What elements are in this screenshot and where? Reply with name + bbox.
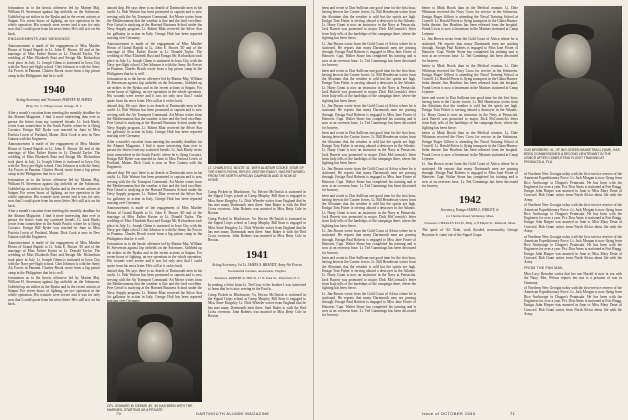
article-text: better to Mink Brook than in the Medical reunion. Lt. Dale Whitman received the Navy Cross for service in the Solomons. Ensign Roger Gilbert is attending the Naval Training School at Cornell. Lt. Harold Peters is flying transports in the China-Burma-India theatre. Jim Hawkins has been released from the hospital. Frank Lewis is now a lieutenant in the Marines stationed at Camp Lejeune. bbox=[422, 131, 518, 161]
article-text: been and wrote to Don Sullivan one good time for the first hour, having been in the Carrier forces. Lt. Bill Henderson writes from the Aleutians that the weather is cold but the spirits are high. Ensign Tom Fisher is serving aboard a destroyer in the Atlantic. Lt. Harry Grant is now an instructor in the Navy at Pensacola. Jack Barrett was promoted to major. Dick McCormick's letter from Italy tells of the hardships of the campaign there, where the fighting has been fierce. bbox=[322, 68, 416, 103]
right-column-1 bbox=[322, 6, 416, 411]
article-text: of Northern New Georgia today with the first-service reserve of the American Expeditionary Force. Lt. Jack Morgan is now flying from Rice Anchorage to Dragon's Peninsula. He has been with the Engineers for over a year. Pvt. Don Ames is stationed at Fort Bragg. Ensign John Harper was married in June to Miss Mary Dean of Concord. Bob Grant writes from North Africa about life with the Army. bbox=[524, 286, 622, 316]
section-heading: ENGAGEMENTS AND WEDDINGS bbox=[8, 37, 70, 42]
article-text: been and wrote to Don Sullivan one good time for the first hour, having been in the Carrier forces. Lt. Bill Henderson writes from the Aleutians that the weather is cold but the spirits are high. Ensign Tom Fisher is serving aboard a destroyer in the Atlantic. Lt. Harry Grant is now an instructor in the Navy at Pensacola. Jack Barrett was promoted to major. Dick McCormick's letter from Italy tells of the hardships of the campaign there, where the fighting has been fierce. bbox=[322, 6, 416, 41]
article-text: fortunation as to the heroic offensive led by Marine Maj. William H. Stevenson against Jap airfields on the Solomons. Gobbled up air strikes in the Ryuku and in the recent actions at Saipan. For seven hours of fighting, an eye operation in the whole operation. His wounds were severe and it was for only now that I could quote from his news letter. He's still at it on his back. bbox=[107, 242, 202, 268]
article-text: After a month's vacation from meeting the monthly deadline for the Alumni Magazine, I find it more interesting than ever to peruse the letters from my scattered friends. Lt. Jack Hardy wrote from somewhere in the South Pacific where he is flying Corsairs. Ensign Bill Ryder was married in June to Miss Patricia Lewis of Portland, Maine. Dick Cook is now in New Guinea with the Engineers. bbox=[107, 139, 202, 170]
article-text: Lt. Jim Brown wrote from the Gold Coast of Africa where he is stationed. He reports that many Dartmouth men are passing through. Ensign Paul Roberts is engaged to Miss Jane Foster of Hanover. Capt. Walter Stone has completed his training and is now at an overseas base. Lt. Ted Cummings has been decorated for bravery. bbox=[322, 229, 416, 255]
article-text: of Northern New Georgia today with the first-service reserve of the American Expeditionary Force. Lt. Jack Morgan is now flying from Rice Anchorage to Dragon's Peninsula. He has been with the Engineers for over a year. Pvt. Don Ames is stationed at Fort Bragg. Ensign John Harper was married in June to Miss Mary Dean of Concord. Bob Grant writes from North Africa about life with the Army. bbox=[524, 203, 622, 234]
section-heading: FROM THE FAN MAIL bbox=[524, 265, 564, 270]
article-text: Camp Pickett in Blackstone, Va. Hector McTavish is stationed in the Signal Corps school at Camp Murphy. Bill Starr is engaged to Miss Anne Kingsley. Lt. Dick Wheeler writes from England that he has met many Dartmouth men there. Sam Baker is with the Red Cross overseas. John Roberts was married to Miss Betty Cole in Boston. bbox=[208, 216, 306, 243]
article-text: aboard ship. He says there is no dearth of Dartmouth men in his outfit. Lt. Bob Watson has been promoted to captain and is now serving with the Air Transport Command. Art Morse writes from the Mediterranean that the weather is fine and the food excellent. Pete Geisel is studying at the Harvard Business School under the Navy Supply program. Lt. Robert Blair received the Silver Star for gallantry in action in Italy. George Holt has been reported bbox=[107, 269, 202, 299]
article-text: been and wrote to Don Sullivan one good time for the first hour, having been in the Carrier forces. Lt. Bill Henderson writes from the Aleutians that the weather is cold but the spirits are high. Ensign Tom Fisher is serving aboard a destroyer in the Atlantic. Lt. Harry Grant is now an instructor in the Navy at Pensacola. Jack Barrett was promoted to major. Dick McCormick's letter from Italy tells of the hardships of the campaign there, where the fighting has been fierce. bbox=[322, 131, 416, 166]
article-text: of Northern New Georgia today with the first-service reserve of the American Expeditionary Force. Lt. Jack Morgan is now flying from Rice Anchorage to Dragon's Peninsula. He has been with the Engineers for over a year. Pvt. Don Ames is stationed at Fort Bragg. Ensign John Harper was married in June to Miss Mary Dean of Concord. Bob Grant writes from North Africa about life with the Army. bbox=[524, 172, 622, 202]
class-address: Bldg. No. 5, Village Green, Orange, N. J. bbox=[25, 104, 83, 109]
article-text: been and wrote to Don Sullivan one good time for the first hour, having been in the Carrier forces. Lt. Bill Henderson writes from the Aleutians that the weather is cold but the spirits are high. Ensign Tom Fisher is serving aboard a destroyer in the Atlantic. Lt. Harry Grant is now an instructor in the Navy at Pensacola. Jack Barrett was promoted to major. Dick McCormick's letter from Italy tells of the hardships of the campaign there, where the fighting has been fierce. bbox=[422, 95, 518, 130]
article-text: Camp Pickett in Blackstone, Va. Hector McTavish is stationed in the Signal Corps school at Camp Murphy. Bill Starr is engaged to Miss Anne Kingsley. Lt. Dick Wheeler writes from England that he has met many Dartmouth men there. Sam Baker is with the Red Cross overseas. John Roberts was married to Miss Betty Cole in Boston. bbox=[208, 190, 306, 216]
class-secretary: Secretary, Ensign JAMES L. FARLEY, Jr. bbox=[440, 208, 500, 213]
article-text: better to Mink Brook than in the Medical reunion. Lt. Dale Whitman received the Navy Cross for service in the Solomons. Ensign Roger Gilbert is attending the Naval Training School at Cornell. Lt. Harold Peters is flying transports in the China-Burma-India theatre. Jim Hawkins has been released from the hospital. Frank Lewis is now a lieutenant in the Marines stationed at Camp Lejeune. bbox=[422, 6, 518, 36]
article-text: After a month's vacation from meeting the monthly deadline for the Alumni Magazine, I find it more interesting than ever to peruse the letters from my scattered friends. Lt. Jack Hardy wrote from somewhere in the South Pacific where he is flying Corsairs. Ensign Bill Ryder was married in June to Miss Patricia Lewis of Portland, Maine. Dick Cook is now in New Guinea with the Engineers. bbox=[8, 111, 100, 141]
left-column-1 bbox=[8, 6, 100, 307]
article-text: Lt. Jim Brown wrote from the Gold Coast of Africa where he is stationed. He reports that many Dartmouth men are passing through. Ensign Paul Roberts is engaged to Miss Jane Foster of Hanover. Capt. Walter Stone has completed his training and is now at an overseas base. Lt. Ted Cummings has been decorated for bravery. bbox=[322, 166, 416, 193]
article-text: Announcement is made of the engagement of Miss Marilee Hosea of Grand Rapids to Lt. John E. Brown '40 and of the marriage of Miss Esther Kuster to Lt. Donald Taylor. The wedding of Miss Elizabeth Rust and Ensign Mr. Richardson took place in July. Lt. Joseph Glenn is stationed in Iowa City with the Navy pre-flight school. Chet Johnson is with the Army Air Forces in Panama. Charles Brook wrote from a Jap prison camp in the Philippines that he is well. bbox=[8, 142, 100, 177]
class-year-heading: 1942 bbox=[459, 194, 481, 207]
photo-caption: LT. CHARLES G. BOLTE '41, WITH ALISTAIR COOKE, STAR OF THE KING'S ROYAL RIFLES, BRITISH RADIO, HAS RETURNED FROM THE NORTH AFRICAN CAMPAIGN AND IS NOW AT HOME. bbox=[208, 166, 305, 182]
article-text: Lt. Jim Brown wrote from the Gold Coast of Africa where he is stationed. He reports that many Dartmouth men are passing through. Ensign Paul Roberts is engaged to Miss Jane Foster of Hanover. Capt. Walter Stone has completed his training and is now at an overseas base. Lt. Ted Cummings has been decorated for bravery. bbox=[422, 37, 518, 63]
class-treasurer: Treasurer, ROBERT R. HOCK, 17 N. Park St., Montclair, N. J. bbox=[214, 275, 300, 280]
article-text: fortunation as to the heroic offensive led by Marine Maj. William H. Stevenson against Jap airfields on the Solomons. Gobbled up air strikes in the Ryuku and in the recent actions at Saipan. For seven hours of fighting, an eye operation in the whole operation. His wounds were severe and it was for only now that I could quote from his news letter. He's still at it on his back. bbox=[8, 177, 100, 208]
right-page bbox=[314, 0, 628, 420]
article-text: Announcement is made of the engagement of Miss Marilee Hosea of Grand Rapids to Lt. John E. Brown '40 and of the marriage of Miss Esther Kuster to Lt. Donald Taylor. The wedding of Miss Elizabeth Rust and Ensign Mr. Richardson took place in July. Lt. Joseph Glenn is stationed in Iowa City with the Navy pre-flight school. Chet Johnson is with the Army Air Forces in Panama. Charles Brook wrote from a Jap prison camp in the Philippines that he is well. bbox=[8, 43, 100, 78]
class-treasurer: Treasurer, CHARLES ELLIS, Bldg. 2, 8 Maple St., Belmont, Mass. bbox=[423, 221, 517, 226]
article-text: Lt. Jim Brown wrote from the Gold Coast of Africa where he is stationed. He reports that many Dartmouth men are passing through. Ensign Paul Roberts is engaged to Miss Jane Foster of Hanover. Capt. Walter Stone has completed his training and is now at an overseas base. Lt. Ted Cummings has been decorated for bravery. bbox=[322, 41, 416, 68]
issue-date: Issue of OCTOBER 1943 bbox=[422, 411, 476, 416]
class-secretary: Acting Secretary and Treasurer, HARVEY M. HAYES bbox=[16, 97, 92, 102]
article-text: Miss Lucy Brenden writes that her son Harold is now at sea with the Navy. Mrs. Wilson reports her son is a prisoner of war in Germany. bbox=[524, 272, 622, 285]
article-text: aboard ship. He says there is no dearth of Dartmouth men in his outfit. Lt. Bob Watson has been promoted to captain and is now serving with the Air Transport Command. Art Morse writes from the Mediterranean that the weather is fine and the food excellent. Pete Geisel is studying at the Harvard Business School under the Navy Supply program. Lt. Robert Blair received the Silver Star for gallantry in action in Italy. George Holt has been reported missing over Germany. bbox=[107, 104, 202, 139]
article-text: better to Mink Brook than in the Medical reunion. Lt. Dale Whitman received the Navy Cross for service in the Solomons. Ensign Roger Gilbert is attending the Naval Training School at Cornell. Lt. Harold Peters is flying transports in the China-Burma-India theatre. Jim Hawkins has been released from the hospital. Frank Lewis is now a lieutenant in the Marines stationed at Camp Lejeune. bbox=[422, 64, 518, 95]
class-secretary: Acting Secretary, 1st Lt. JAMES S. BRANDT, Army Air Forces bbox=[212, 262, 302, 267]
portrait-photo-broberg bbox=[524, 6, 622, 146]
page-number: 70 bbox=[116, 411, 122, 416]
article-text: Lt. Jim Brown wrote from the Gold Coast of Africa where he is stationed. He reports that many Dartmouth men are passing through. Ensign Paul Roberts is engaged to Miss Jane Foster of Hanover. Capt. Walter Stone has completed his training and is now at an overseas base. Lt. Ted Cummings has been decorated for bravery. bbox=[422, 162, 518, 188]
article-text: After a month's vacation from meeting the monthly deadline for the Alumni Magazine, I find it more interesting than ever to peruse the letters from my scattered friends. Lt. Jack Hardy wrote from somewhere in the South Pacific where he is flying Corsairs. Ensign Bill Ryder was married in June to Miss Patricia Lewis of Portland, Maine. Dick Cook is now in New Guinea with the Engineers. bbox=[8, 209, 100, 240]
article-text: Lt. Jim Brown wrote from the Gold Coast of Africa where he is stationed. He reports that many Dartmouth men are passing through. Ensign Paul Roberts is engaged to Miss Jane Foster of Hanover. Capt. Walter Stone has completed his training and is now at an overseas base. Lt. Ted Cummings has been decorated for bravery. bbox=[322, 291, 416, 318]
article-text: Announcement is made of the engagement of Miss Marilee Hosea of Grand Rapids to Lt. John E. Brown '40 and of the marriage of Miss Esther Kuster to Lt. Donald Taylor. The wedding of Miss Elizabeth Rust and Ensign Mr. Richardson took place in July. Lt. Joseph Glenn is stationed in Iowa City with the Navy pre-flight school. Chet Johnson is with the Army Air Forces in Panama. Charles Brook wrote from a Jap prison camp in the Philippines that he is well. bbox=[107, 206, 202, 241]
article-text: of Northern New Georgia today with the first-service reserve of the American Expeditionary Force. Lt. Jack Morgan is now flying from Rice Anchorage to Dragon's Peninsula. He has been with the Engineers for over a year. Pvt. Don Ames is stationed at Fort Bragg. Ensign John Harper was married in June to Miss Mary Dean of Concord. Bob Grant writes from North Africa about life with the Army. bbox=[524, 234, 622, 265]
article-text: been and wrote to Don Sullivan one good time for the first hour, having been in the Carrier forces. Lt. Bill Henderson writes from the Aleutians that the weather is cold but the spirits are high. Ensign Tom Fisher is serving aboard a destroyer in the Atlantic. Lt. Harry Grant is now an instructor in the Navy at Pensacola. Jack Barrett was promoted to major. Dick McCormick's letter from Italy tells of the hardships of the campaign there, where the fighting has been fierce. bbox=[322, 193, 416, 228]
class-address: Presidential Gardens, Alexandria, Virginia bbox=[228, 268, 286, 273]
right-column-3 bbox=[524, 172, 622, 406]
magazine-name: DARTMOUTH ALUMNI MAGAZINE bbox=[196, 411, 270, 416]
article-text: been and wrote to Don Sullivan one good time for the first hour, having been in the Carrier forces. Lt. Bill Henderson writes from the Aleutians that the weather is cold but the spirits are high. Ensign Tom Fisher is serving aboard a destroyer in the Atlantic. Lt. Harry Grant is now an instructor in the Navy at Pensacola. Jack Barrett was promoted to major. Dick McCormick's letter from Italy tells of the hardships of the campaign there, where the fighting has been fierce. bbox=[322, 256, 416, 291]
article-text: Camp Pickett in Blackstone, Va. Hector McTavish is stationed in the Signal Corps school at Camp Murphy. Bill Starr is engaged to Miss Anne Kingsley. Lt. Dick Wheeler writes from England that he has met many Dartmouth men there. Sam Baker is with the Red Cross overseas. John Roberts was married to Miss Betty Cole in Boston. bbox=[208, 292, 306, 319]
portrait-photo-bolte bbox=[208, 6, 306, 164]
photo-caption: CPL. EDWARD M. DEEMS JR. '40 HAS BEEN WITH THE MARINES, STARTING AS A PRIVATE. bbox=[107, 404, 193, 412]
left-column-2 bbox=[107, 6, 202, 306]
article-text: Lt. Jim Brown wrote from the Gold Coast of Africa where he is stationed. He reports that many Dartmouth men are passing through. Ensign Paul Roberts is engaged to Miss Jane Foster of Hanover. Capt. Walter Stone has completed his training and is now at an overseas base. Lt. Ted Cummings has been decorated for bravery. bbox=[322, 104, 416, 130]
page-number: 71 bbox=[510, 411, 516, 416]
article-text: fortunation as to the heroic offensive led by Marine Maj. William H. Stevenson against Jap airfields on the Solomons. Gobbled up air strikes in the Ryuku and in the recent actions at Saipan. For seven hours of fighting, an eye operation in the whole operation. His wounds were severe and it was for only now that I could quote from his news letter. He's still at it on his back. bbox=[8, 276, 100, 306]
article-text: fortunation as to the heroic offensive led by Marine Maj. William H. Stevenson against Jap airfields on the Solomons. Gobbled up air strikes in the Ryuku and in the recent actions at Saipan. For seven hours of fighting, an eye operation in the whole operation. His wounds were severe and it was for only now that I could quote from his news letter. He's still at it on his back. bbox=[107, 77, 202, 103]
article-text: The spirit of '42: Yeah, sixth flooded, newsworthy George Boynton Jr. came out of the Signal Corps. bbox=[422, 228, 518, 237]
article-text: Announcement is made of the engagement of Miss Marilee Hosea of Grand Rapids to Lt. John E. Brown '40 and of the marriage of Miss Esther Kuster to Lt. Donald Taylor. The wedding of Miss Elizabeth Rust and Ensign Mr. Richardson took place in July. Lt. Joseph Glenn is stationed in Iowa City with the Navy pre-flight school. Chet Johnson is with the Army Air Forces in Panama. Charles Brook wrote from a Jap prison camp in the Philippines that he is well. bbox=[107, 41, 202, 76]
article-text: Announcement is made of the engagement of Miss Marilee Hosea of Grand Rapids to Lt. John E. Brown '40 and of the marriage of Miss Esther Kuster to Lt. Donald Taylor. The wedding of Miss Elizabeth Rust and Ensign Mr. Richardson took place in July. Lt. Joseph Glenn is stationed in Iowa City with the Navy pre-flight school. Chet Johnson is with the Army Air Forces in Panama. Charles Brook wrote from a Jap prison camp in the Philippines that he is well. bbox=[8, 240, 100, 275]
article-text: aboard ship. He says there is no dearth of Dartmouth men in his outfit. Lt. Bob Watson has been promoted to captain and is now serving with the Air Transport Command. Art Morse writes from the Mediterranean that the weather is fine and the food excellent. Pete Geisel is studying at the Harvard Business School under the Navy Supply program. Lt. Robert Blair received the Silver Star for gallantry in action in Italy. George Holt has been reported missing over Germany. bbox=[107, 6, 202, 41]
left-column-3 bbox=[208, 190, 306, 405]
class-year-heading: 1940 bbox=[43, 83, 65, 96]
article-text: fortunation as to the heroic offensive led by Marine Maj. William H. Stevenson against Jap airfields on the Solomons. Gobbled up air strikes in the Ryuku and in the recent actions at Saipan. For seven hours of fighting, an eye operation in the whole operation. His wounds were severe and it was for only now that I could quote from his news letter. He's still at it on his back. bbox=[8, 6, 100, 36]
class-address: c/o Thomas Road, Wellesley, Mass. bbox=[445, 214, 495, 219]
article-text: In reading a letter from Lt. Ted Gray to his brother I was interested to learn that he is now serving in the Pacific. bbox=[208, 282, 306, 292]
class-year-heading: 1941 bbox=[246, 248, 268, 261]
portrait-photo-deems bbox=[107, 302, 202, 402]
article-text: aboard ship. He says there is no dearth of Dartmouth men in his outfit. Lt. Bob Watson has been promoted to captain and is now serving with the Air Transport Command. Art Morse writes from the Mediterranean that the weather is fine and the food excellent. Pete Geisel is studying at the Harvard Business School under the Navy Supply program. Lt. Robert Blair received the Silver Star for gallantry in action in Italy. George Holt has been reported missing over Germany. bbox=[107, 170, 202, 205]
right-column-2 bbox=[422, 6, 518, 411]
photo-caption: GUS BROBERG '41, OF BIG GREEN BASKETBALL FAME, HAS BEEN COMMISSIONED A SECOND LIEUTENANT IN THE USMCR AFTER COMPLETING FLIGHT TRAINING AT PENSACOLA, FLA. bbox=[524, 148, 620, 164]
